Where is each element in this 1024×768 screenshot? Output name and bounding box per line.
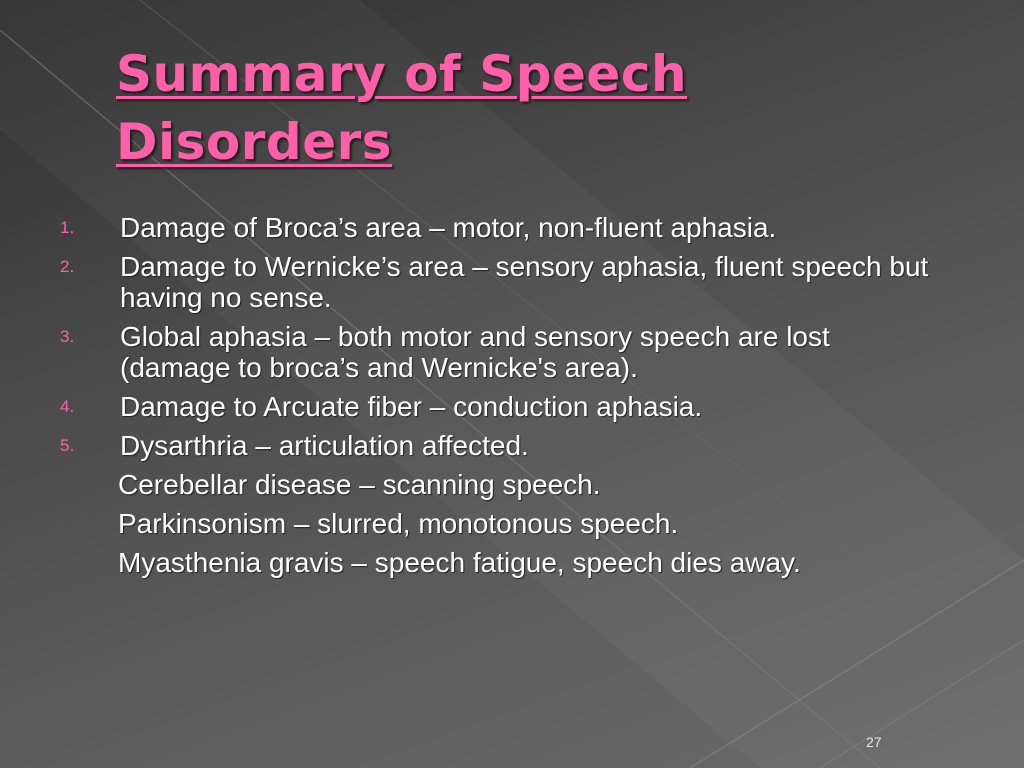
slide-title: Summary of Speech Disorders	[116, 45, 688, 171]
page-number: 27	[866, 734, 882, 750]
list-number: 4.	[60, 397, 75, 416]
list-number: 1.	[60, 218, 75, 237]
disorder-list	[60, 212, 940, 586]
sub-item-cerebellar: Cerebellar disease – scanning speech.	[118, 469, 601, 500]
sub-item-myasthenia: Myasthenia gravis – speech fatigue, speech dies away.	[118, 547, 801, 578]
list-item	[60, 321, 940, 383]
list-item	[60, 212, 940, 243]
list-item-text: Damage to Wernicke’s area – sensory aphasia, fluent speech but having no sense.	[120, 251, 929, 313]
sub-item-parkinsonism: Parkinsonism – slurred, monotonous speech.	[118, 508, 679, 539]
list-item-text: Damage to Arcuate fiber – conduction aphasia.	[120, 391, 703, 422]
list-item-text: Damage of Broca’s area – motor, non-fluent aphasia.	[120, 212, 777, 243]
list-item	[60, 391, 940, 422]
list-number: 2.	[60, 257, 75, 276]
list-item-text: Global aphasia – both motor and sensory speech are lost (damage to broca’s and Wernicke's area).	[120, 321, 830, 383]
list-item-text: Dysarthria – articulation affected.	[120, 430, 529, 461]
list-item	[60, 430, 940, 461]
list-item	[60, 251, 940, 313]
list-number: 3.	[60, 327, 75, 346]
list-number: 5.	[60, 436, 75, 455]
